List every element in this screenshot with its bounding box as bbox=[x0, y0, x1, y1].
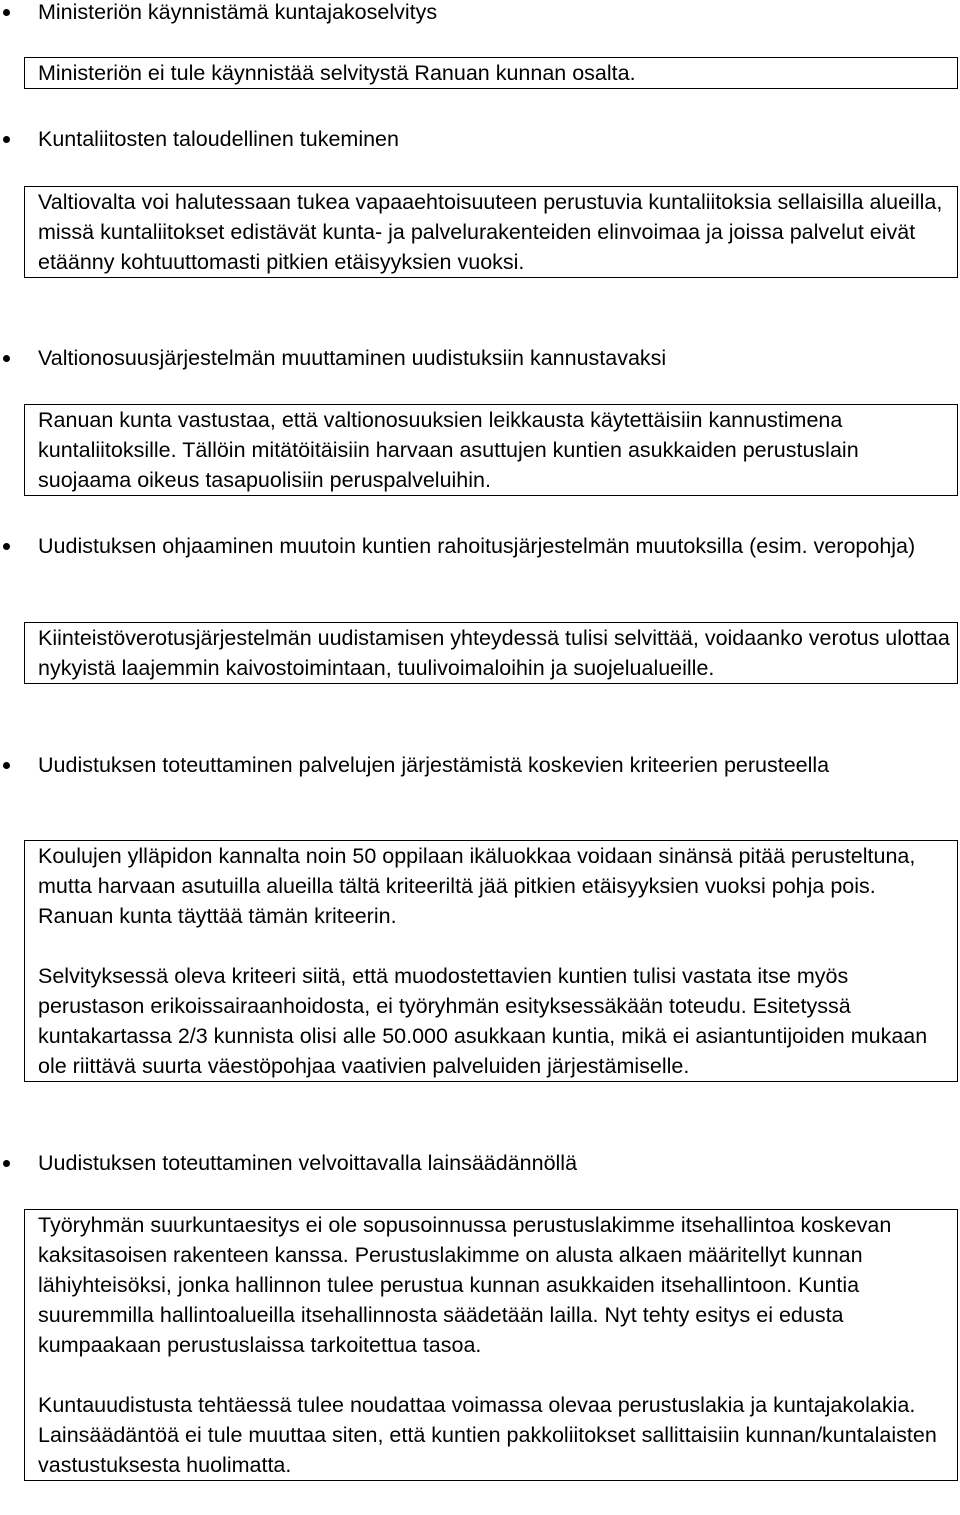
statement-box bbox=[24, 186, 958, 278]
statement-box bbox=[24, 57, 958, 89]
section-heading: Uudistuksen toteuttaminen palvelujen järjestämistä koskevien kriteerien perusteella bbox=[38, 750, 948, 780]
section-heading: Uudistuksen ohjaaminen muutoin kuntien rahoitusjärjestelmän muutoksilla (esim. veropohja) bbox=[38, 531, 948, 561]
statement-paragraph: Kiinteistöverotusjärjestelmän uudistamisen yhteydessä tulisi selvittää, voidaanko verotus ulottaa nykyistä laajemmin kaivostoimintaan, tuulivoimaloihin ja suojelualueille. bbox=[38, 626, 950, 680]
bullet-dot-icon bbox=[3, 1160, 10, 1167]
section-heading: Uudistuksen toteuttaminen velvoittavalla lainsäädännöllä bbox=[38, 1148, 948, 1178]
bullet-dot-icon bbox=[3, 762, 10, 769]
bullet-dot-icon bbox=[3, 355, 10, 362]
statement-paragraph: Ranuan kunta vastustaa, että valtionosuuksien leikkausta käytettäisiin kannustimena kuntaliitoksille. Tällöin mitätöitäisiin harvaan asuttujen kuntien asukkaiden perustuslain suojaama oikeus tasapuolisiin peruspalveluihin. bbox=[38, 408, 859, 492]
section-heading: Ministeriön käynnistämä kuntajakoselvitys bbox=[38, 0, 948, 27]
statement-box bbox=[24, 404, 958, 496]
section-heading: Kuntaliitosten taloudellinen tukeminen bbox=[38, 124, 948, 154]
statement-paragraph: Ministeriön ei tule käynnistää selvitystä Ranuan kunnan osalta. bbox=[38, 61, 636, 85]
statement-paragraph: Selvityksessä oleva kriteeri siitä, että muodostettavien kuntien tulisi vastata itse myös perustason erikoissairaanhoidosta, ei työryhmän esityksessäkään toteudu. Esitetyssä kuntakartassa 2/3 kunnista olisi alle 50.000 asukkaan kuntia, mikä ei asiantuntijoiden mukaan ole riittävä suurta väestöpohjaa vaativien palveluiden järjestämiselle. bbox=[38, 964, 928, 1078]
statement-box bbox=[24, 1209, 958, 1481]
statement-box bbox=[24, 622, 958, 684]
statement-paragraph: Koulujen ylläpidon kannalta noin 50 oppilaan ikäluokkaa voidaan sinänsä pitää perusteltuna, mutta harvaan asutuilla alueilla tältä kriteeriltä jää pitkien etäisyyksien vuoksi pohja pois. Ranuan kunta täyttää tämän kriteerin. bbox=[38, 844, 916, 928]
statement-paragraph: Valtiovalta voi halutessaan tukea vapaaehtoisuuteen perustuvia kuntaliitoksia sellaisilla alueilla, missä kuntaliitokset edistävät kunta- ja palvelurakenteiden elinvoimaa ja joissa palvelut eivät etäänny kohtuuttomasti pitkien etäisyyksien vuoksi. bbox=[38, 190, 943, 274]
statement-paragraph: Kuntauudistusta tehtäessä tulee noudattaa voimassa olevaa perustuslakia ja kuntajakolakia. Lainsäädäntöä ei tule muuttaa siten, että kuntien pakkoliitokset sallittaisiin kunnan/kuntalaisten vastustuksesta huolimatta. bbox=[38, 1393, 937, 1477]
section-heading: Valtionosuusjärjestelmän muuttaminen uudistuksiin kannustavaksi bbox=[38, 343, 948, 373]
bullet-dot-icon bbox=[3, 543, 10, 550]
bullet-dot-icon bbox=[3, 9, 10, 16]
statement-paragraph: Työryhmän suurkuntaesitys ei ole sopusoinnussa perustuslakimme itsehallintoa koskevan kaksitasoisen rakenteen kanssa. Perustuslakimme on alusta alkaen määritellyt kunnan lähiyhteisöksi, jonka hallinnon tulee perustua kunnan asukkaiden itsehallintoon. Kuntia suuremmilla hallintoalueilla itsehallinnosta säädetään lailla. Nyt tehty esitys ei edusta kumpaakaan perustuslaissa tarkoitettua tasoa. bbox=[38, 1213, 892, 1357]
statement-box bbox=[24, 840, 958, 1082]
bullet-dot-icon bbox=[3, 136, 10, 143]
